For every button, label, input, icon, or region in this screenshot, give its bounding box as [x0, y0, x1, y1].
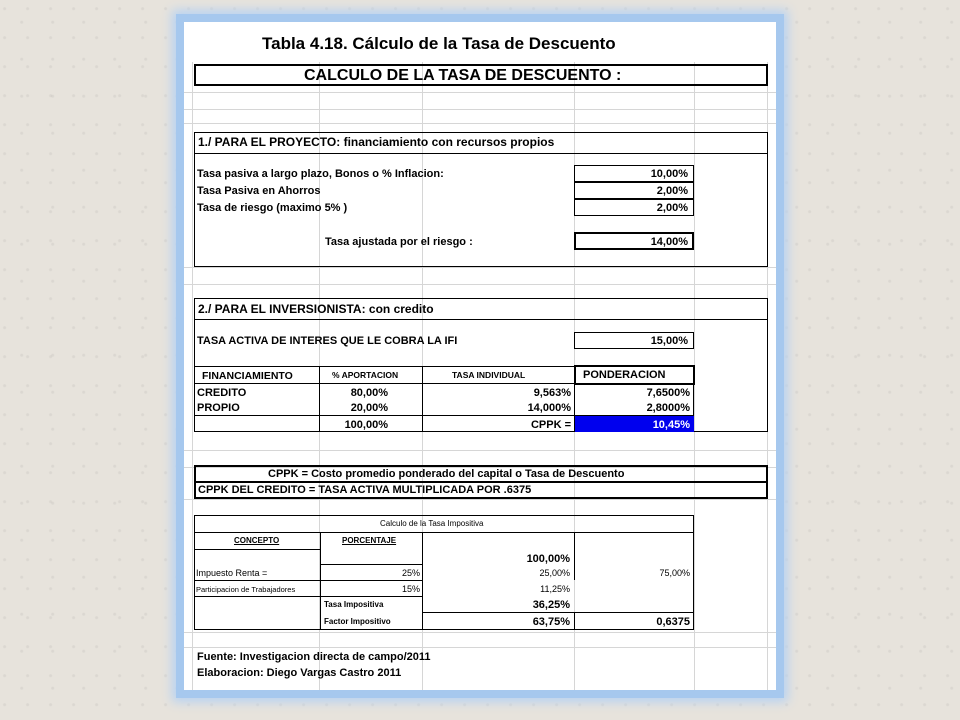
col-header: TASA INDIVIDUAL	[452, 370, 526, 380]
row-value: 10,00%	[650, 168, 688, 180]
col-header: PONDERACION	[583, 369, 666, 381]
footer-elaboracion: Elaboracion: Diego Vargas Castro 2011	[197, 667, 402, 679]
table-cell: CREDITO	[197, 387, 247, 399]
note-cppk-definition: CPPK = Costo promedio ponderado del capital o Tasa de Descuento	[268, 468, 625, 480]
tax-row-pct: 15%	[401, 584, 420, 594]
tax-row-pct: 25%	[401, 568, 420, 578]
table-cell: PROPIO	[197, 402, 240, 414]
tasa-impositiva-label: Tasa Impositiva	[324, 600, 384, 609]
table-cell: 2,8000%	[646, 402, 690, 414]
active-rate-value: 15,00%	[650, 335, 688, 347]
section2-heading: 2./ PARA EL INVERSIONISTA: con credito	[198, 302, 434, 316]
factor-impositivo-label: Factor Impositivo	[324, 617, 391, 626]
section1-heading: 1./ PARA EL PROYECTO: financiamiento con recursos propios	[198, 135, 555, 149]
tax-table-title: Calculo de la Tasa Impositiva	[380, 519, 484, 528]
page-title: Tabla 4.18. Cálculo de la Tasa de Descuento	[262, 34, 616, 53]
row-label: Tasa pasiva a largo plazo, Bonos o % Inflacion:	[197, 168, 444, 180]
factor-result: 0,6375	[656, 616, 690, 628]
adjusted-value: 14,00%	[650, 236, 688, 248]
col-porcentaje: PORCENTAJE	[342, 536, 397, 545]
cppk-label: CPPK =	[530, 419, 571, 431]
col-header: FINANCIAMIENTO	[202, 370, 293, 382]
spreadsheet-image	[184, 22, 776, 690]
row-label: Tasa de riesgo (maximo 5% )	[197, 202, 348, 214]
tasa-impositiva-value: 36,25%	[532, 599, 570, 611]
tax-row-rest: 75,00%	[659, 568, 690, 578]
col-header: % APORTACION	[332, 370, 399, 380]
cppk-value: 10,45%	[652, 419, 690, 431]
row-label: Tasa Pasiva en Ahorros	[197, 185, 321, 197]
row-value: 2,00%	[656, 185, 688, 197]
table-cell: 20,00%	[350, 402, 388, 414]
table-cell: 80,00%	[350, 387, 388, 399]
total-aportacion: 100,00%	[344, 419, 388, 431]
tax-row-label: Impuesto Renta =	[196, 568, 268, 578]
tax-row-label: Participacion de Trabajadores	[196, 585, 296, 594]
active-rate-label: TASA ACTIVA DE INTERES QUE LE COBRA LA IFI	[197, 335, 458, 347]
tax-row-calc: 11,25%	[540, 584, 570, 594]
adjusted-label: Tasa ajustada por el riesgo :	[325, 236, 473, 248]
footer-fuente: Fuente: Investigacion directa de campo/2011	[197, 651, 431, 663]
col-concepto: CONCEPTO	[234, 536, 280, 545]
row-value: 2,00%	[656, 202, 688, 214]
table-cell: 14,000%	[527, 402, 571, 414]
factor-impositivo-value: 63,75%	[532, 616, 570, 628]
tax-row-calc: 25,00%	[539, 568, 570, 578]
tax-base: 100,00%	[526, 553, 570, 565]
table-cell: 7,6500%	[646, 387, 690, 399]
note-cppk-credit: CPPK DEL CREDITO = TASA ACTIVA MULTIPLICADA POR .6375	[198, 484, 532, 496]
table-cell: 9,563%	[533, 387, 571, 399]
table-header: CALCULO DE LA TASA DE DESCUENTO :	[304, 67, 622, 84]
